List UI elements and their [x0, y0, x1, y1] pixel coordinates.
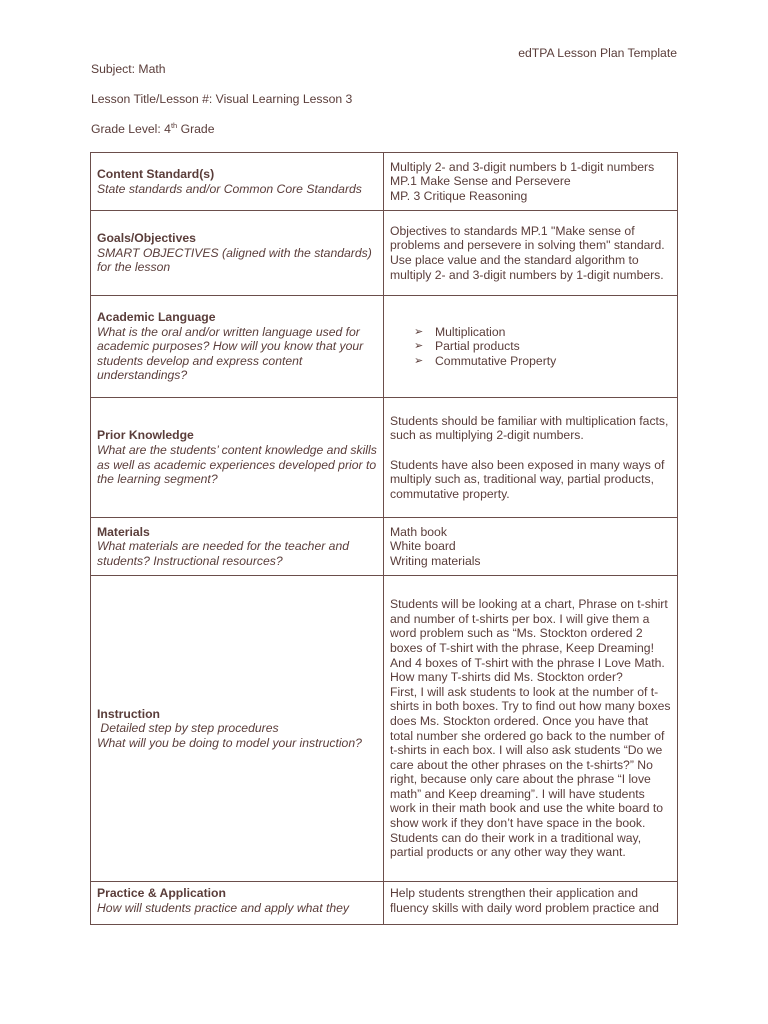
row-instruction — [91, 576, 678, 882]
standard-line: MP. 3 Critique Reasoning — [390, 188, 528, 203]
content-standards-value-cell — [384, 153, 678, 211]
row-content-standards — [91, 153, 678, 211]
lesson-plan-table — [90, 152, 678, 925]
goals-label-cell — [91, 211, 384, 296]
academic-language-value-cell — [384, 296, 678, 398]
paragraph: Students will be looking at a chart, Phrase on t-shirt and number of t-shirts per box. I will give them a word problem such as “Ms. Stockton ordered 2 boxes of T-shirt with the phrase, Keep Dreaming! And 4 boxes of T-shirt with the phrase I Love Math. How many T-shirts did Ms. Stockton order? — [390, 597, 668, 685]
material-line: Writing materials — [390, 553, 481, 568]
content-standards-label-cell — [91, 153, 384, 211]
row-prompt: What are the students’ content knowledge and skills as well as academic experiences developed prior to the learning segment? — [97, 442, 377, 487]
grade-suffix: Grade — [177, 122, 215, 136]
row-prompt: What is the oral and/or written language used for academic purposes? How will you know that your students develop and express content understandings? — [97, 324, 364, 383]
row-label: Content Standard(s) — [97, 166, 215, 181]
instruction-label-cell — [91, 576, 384, 882]
list-item: ➢ Partial products — [414, 339, 671, 354]
row-label: Materials — [97, 524, 150, 539]
paragraph: First, I will ask students to look at the number of t-shirts in both boxes. Try to find out how many boxes does Ms. Stockton ordered. Once you have that total number she ordered go back to the number of t-shirts in each box. I will also ask students “Do we care about the other phrases on the t-shirts?” No right, because only care about the phrase “I love math” and Keep dreaming”. I will have students work in their math book and use the white board to show work if they don’t have space in the book. Students can do their work in a traditional way, partial products or any other way they want. — [390, 684, 671, 860]
subject-line: Subject: Math — [91, 62, 166, 76]
row-prompt: What materials are needed for the teacher and students? Instructional resources? — [97, 539, 350, 568]
prior-knowledge-value-cell — [384, 398, 678, 518]
standard-line: Multiply 2- and 3-digit numbers b 1-digit numbers — [390, 159, 655, 174]
row-academic-language — [91, 296, 678, 398]
material-line: White board — [390, 539, 456, 554]
prior-knowledge-label-cell — [91, 398, 384, 518]
row-prompt: SMART OBJECTIVES (aligned with the standards) for the lesson — [97, 245, 372, 275]
list-item: ➢ Commutative Property — [414, 354, 671, 369]
row-prompt: Detailed step by step procedures — [97, 721, 279, 736]
vocabulary-list — [390, 325, 671, 369]
row-label: Practice & Application — [97, 886, 226, 900]
row-label: Goals/Objectives — [97, 231, 196, 246]
material-line: Math book — [390, 524, 447, 539]
list-item: ➢ Multiplication — [414, 325, 671, 340]
row-materials — [91, 518, 678, 576]
paragraph: Students have also been exposed in many ways of multiply such as, traditional way, partial products, commutative property. — [390, 457, 665, 501]
materials-value-cell — [384, 518, 678, 576]
row-prompt: What will you be doing to model your instruction? — [97, 735, 362, 750]
row-goals-objectives — [91, 211, 678, 296]
template-title: edTPA Lesson Plan Template — [518, 46, 677, 60]
lesson-title-line: Lesson Title/Lesson #: Visual Learning Lesson 3 — [91, 92, 353, 106]
row-prior-knowledge — [91, 398, 678, 518]
objectives-text: Objectives to standards MP.1 "Make sense of problems and persevere in solving them" standard. Use place value and the standard algorithm to multiply 2- and 3-digit numbers by 1-digit numbers. — [390, 223, 665, 282]
row-label: Prior Knowledge — [97, 428, 194, 443]
academic-language-label-cell — [91, 296, 384, 398]
instruction-value-cell — [384, 576, 678, 882]
row-prompt: State standards and/or Common Core Standards — [97, 181, 362, 196]
row-label: Instruction — [97, 706, 160, 721]
grade-level-line — [91, 122, 214, 137]
row-label: Academic Language — [97, 310, 216, 325]
standard-line: MP.1 Make Sense and Persevere — [390, 174, 571, 189]
row-practice-application — [91, 882, 678, 925]
materials-label-cell — [91, 518, 384, 576]
paragraph: Students should be familiar with multiplication facts, such as multiplying 2-digit numbers. — [390, 413, 669, 443]
paragraph: Help students strengthen their application and fluency skills with daily word problem practice and — [390, 886, 659, 915]
grade-prefix: Grade Level: 4 — [91, 122, 171, 136]
goals-value-cell — [384, 211, 678, 296]
practice-value-cell — [384, 882, 678, 925]
practice-label-cell — [91, 882, 384, 925]
row-prompt: How will students practice and apply what they — [97, 900, 350, 915]
grade-ordinal-suffix: th — [170, 120, 178, 130]
